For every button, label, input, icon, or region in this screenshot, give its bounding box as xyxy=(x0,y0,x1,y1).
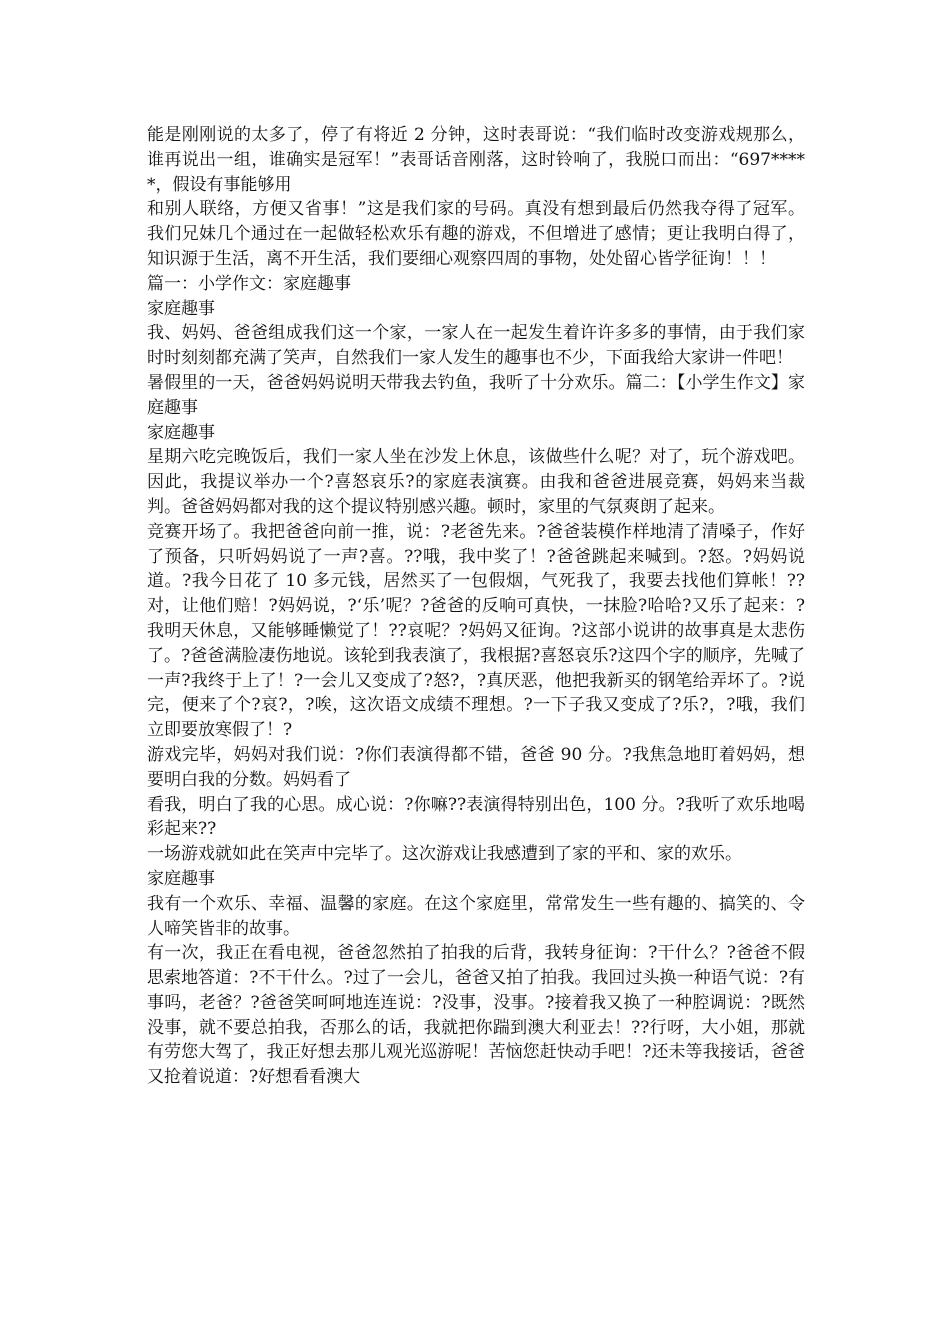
paragraph-3: 我、妈妈、爸爸组成我们这一个家，一家人在一起发生着许许多多的事情，由于我们家时时刻刻都充满了笑声，自然我们一家人发生的趣事也不少，下面我给大家讲一件吧！ xyxy=(147,323,805,369)
paragraph-11: 有一次，我正在看电视，爸爸忽然拍了拍我的后背，我转身征询：?干什么？?爸爸不假思索地答道：?不干什么。?过了一会儿，爸爸又拍了拍我。我回过头换一种语气说：?有事吗，老爸？?爸爸笑呵呵地连连说：?没事，没事。?接着我又换了一种腔调说：?既然没事，就不要总拍我，否那么的话，我就把你踹到澳大利亚去！??行呀，大小姐，那就有劳您大驾了，我正好想去那儿观光巡游呢！苦恼您赶快动手吧！?还未等我接话，爸爸又抢着说道：?好想看看澳大 xyxy=(147,943,805,1088)
paragraph-4: 暑假里的一天，爸爸妈妈说明天带我去钓鱼，我听了十分欢乐。篇二：【小学生作文】家庭趣事 xyxy=(147,372,805,418)
paragraph-2: 和别人联络，方便又省事！”这是我们家的号码。真没有想到最后仍然我夺得了冠军。 我们兄妹几个通过在一起做轻松欢乐有趣的游戏，不但增进了感情；更让我明白得了，知识源于生活，离不开生活，我们要细心观察四周的事物，处处留心皆学征询！！！ xyxy=(147,199,805,269)
paragraph-7: 游戏完毕，妈妈对我们说：?你们表演得都不错，爸爸 90 分。?我焦急地盯着妈妈，想要明白我的分数。妈妈看了 xyxy=(147,744,805,790)
paragraph-10: 我有一个欢乐、幸福、温馨的家庭。在这个家庭里，常常发生一些有趣的、搞笑的、令人啼笑皆非的故事。 xyxy=(147,893,805,939)
section-heading-2: 家庭趣事 xyxy=(147,422,215,443)
paragraph-9: 一场游戏就如此在笑声中完毕了。这次游戏让我感遭到了家的平和、家的欢乐。 xyxy=(147,844,742,865)
paragraph-6: 竞赛开场了。我把爸爸向前一推，说：?老爸先来。?爸爸装模作样地清了清嗓子，作好了预备，只听妈妈说了一声?喜。??哦，我中奖了！?爸爸跳起来喊到。?怒。?妈妈说道。?我今日花了 10 多元钱，居然买了一包假烟，气死我了，我要去找他们算帐！??对，让他们赔！?妈妈说，?‘乐’呢？?爸爸的反响可真快，一抹脸?哈哈?又乐了起来：?我明天休息，又能够睡懒觉了！??哀呢？?妈妈又征询。?这部小说讲的故事真是太悲伤了。?爸爸满脸凄伤地说。该轮到我表演了，我根据?喜怒哀乐?这四个字的顺序，先喊了一声?我终于上了！?一会儿又变成了?怒?，?真厌恶，他把我新买的钢笔给弄坏了。?说完，便来了个?哀?，?唉，这次语文成绩不理想。?一下子我又变成了?乐?，?哦，我们立即要放寒假了！? xyxy=(147,521,805,741)
paragraph-5: 星期六吃完晚饭后，我们一家人坐在沙发上休息，该做些什么呢？对了，玩个游戏吧。因此，我提议举办一个?喜怒哀乐?的家庭表演赛。由我和爸爸进展竞赛，妈妈来当裁判。爸爸妈妈都对我的这个提议特别感兴趣。顿时，家里的气氛爽朗了起来。 xyxy=(147,447,805,517)
section-heading-3: 家庭趣事 xyxy=(147,868,215,889)
paragraph-8: 看我，明白了我的心思。成心说：?你嘛??表演得特别出色，100 分。?我听了欢乐地喝彩起来?? xyxy=(147,794,805,840)
paragraph-1: 能是刚刚说的太多了，停了有将近 2 分钟，这时表哥说：“我们临时改变游戏规那么，谁再说出一组，谁确实是冠军！”表哥话音刚落，这时铃响了，我脱口而出：“697*****，假设有事能够用 xyxy=(147,125,805,195)
document-page xyxy=(147,123,805,1090)
section-title-1: 篇一：小学作文：家庭趣事 xyxy=(147,273,351,294)
section-heading-1: 家庭趣事 xyxy=(147,298,215,319)
